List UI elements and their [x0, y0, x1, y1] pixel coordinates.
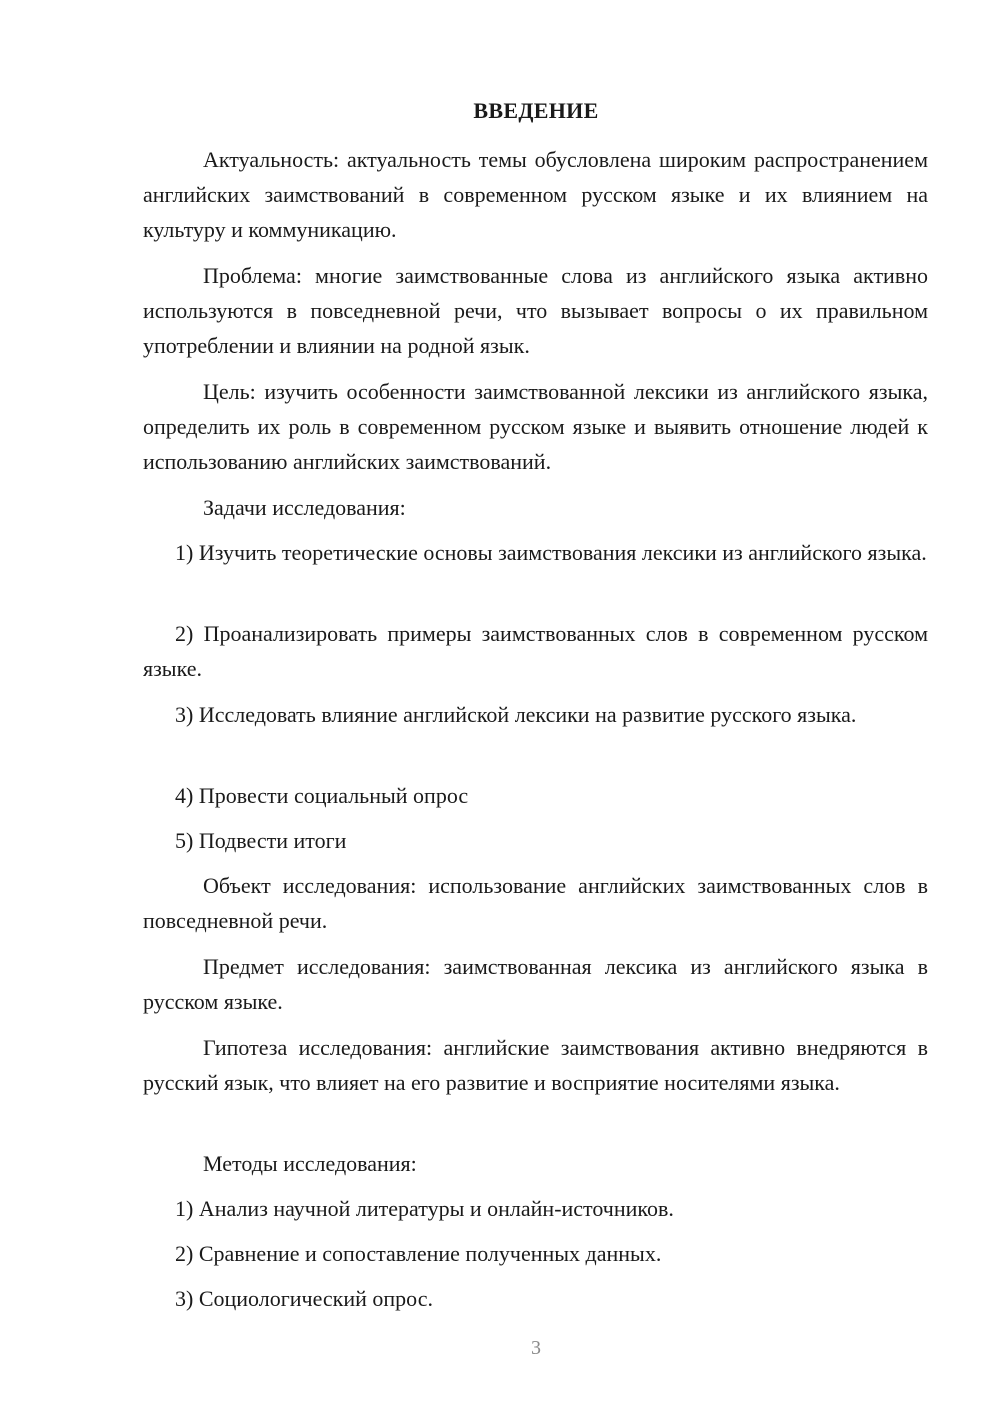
problem-paragraph: Проблема: многие заимствованные слова из английского языка активно используются в повседневной речи, что вызывает вопросы о их правильном употреблении и влиянии на родной язык.	[143, 263, 928, 358]
page-number: 3	[531, 1337, 541, 1359]
goal-paragraph: Цель: изучить особенности заимствованной лексики из английского языка, определить их роль в современном русском языке и выявить отношение людей к использованию английских заимствований.	[143, 379, 928, 474]
task-item: 5) Подвести итоги	[175, 828, 347, 853]
method-item: 1) Анализ научной литературы и онлайн-источников.	[175, 1196, 674, 1221]
relevance-paragraph: Актуальность: актуальность темы обусловлена широким распространением английских заимствований в современном русском языке и их влиянием на культуру и коммуникацию.	[143, 147, 928, 242]
task-item: 1) Изучить теоретические основы заимствования лексики из английского языка.	[175, 540, 927, 565]
task-item: 4) Провести социальный опрос	[175, 783, 469, 808]
method-item: 3) Социологический опрос.	[175, 1286, 433, 1311]
page-title: ВВЕДЕНИЕ	[473, 98, 599, 123]
tasks-heading: Задачи исследования:	[203, 495, 406, 520]
task-item: 2) Проанализировать примеры заимствованных слов в современном русском языке.	[143, 621, 928, 681]
task-item: 3) Исследовать влияние английской лексики на развитие русского языка.	[175, 702, 857, 727]
method-item: 2) Сравнение и сопоставление полученных данных.	[175, 1241, 662, 1266]
object-paragraph: Объект исследования: использование английских заимствованных слов в повседневной речи.	[143, 873, 928, 933]
methods-heading: Методы исследования:	[203, 1151, 417, 1176]
hypothesis-paragraph: Гипотеза исследования: английские заимствования активно внедряются в русский язык, что влияет на его развитие и восприятие носителями языка.	[143, 1035, 928, 1095]
subject-paragraph: Предмет исследования: заимствованная лексика из английского языка в русском языке.	[143, 954, 928, 1014]
